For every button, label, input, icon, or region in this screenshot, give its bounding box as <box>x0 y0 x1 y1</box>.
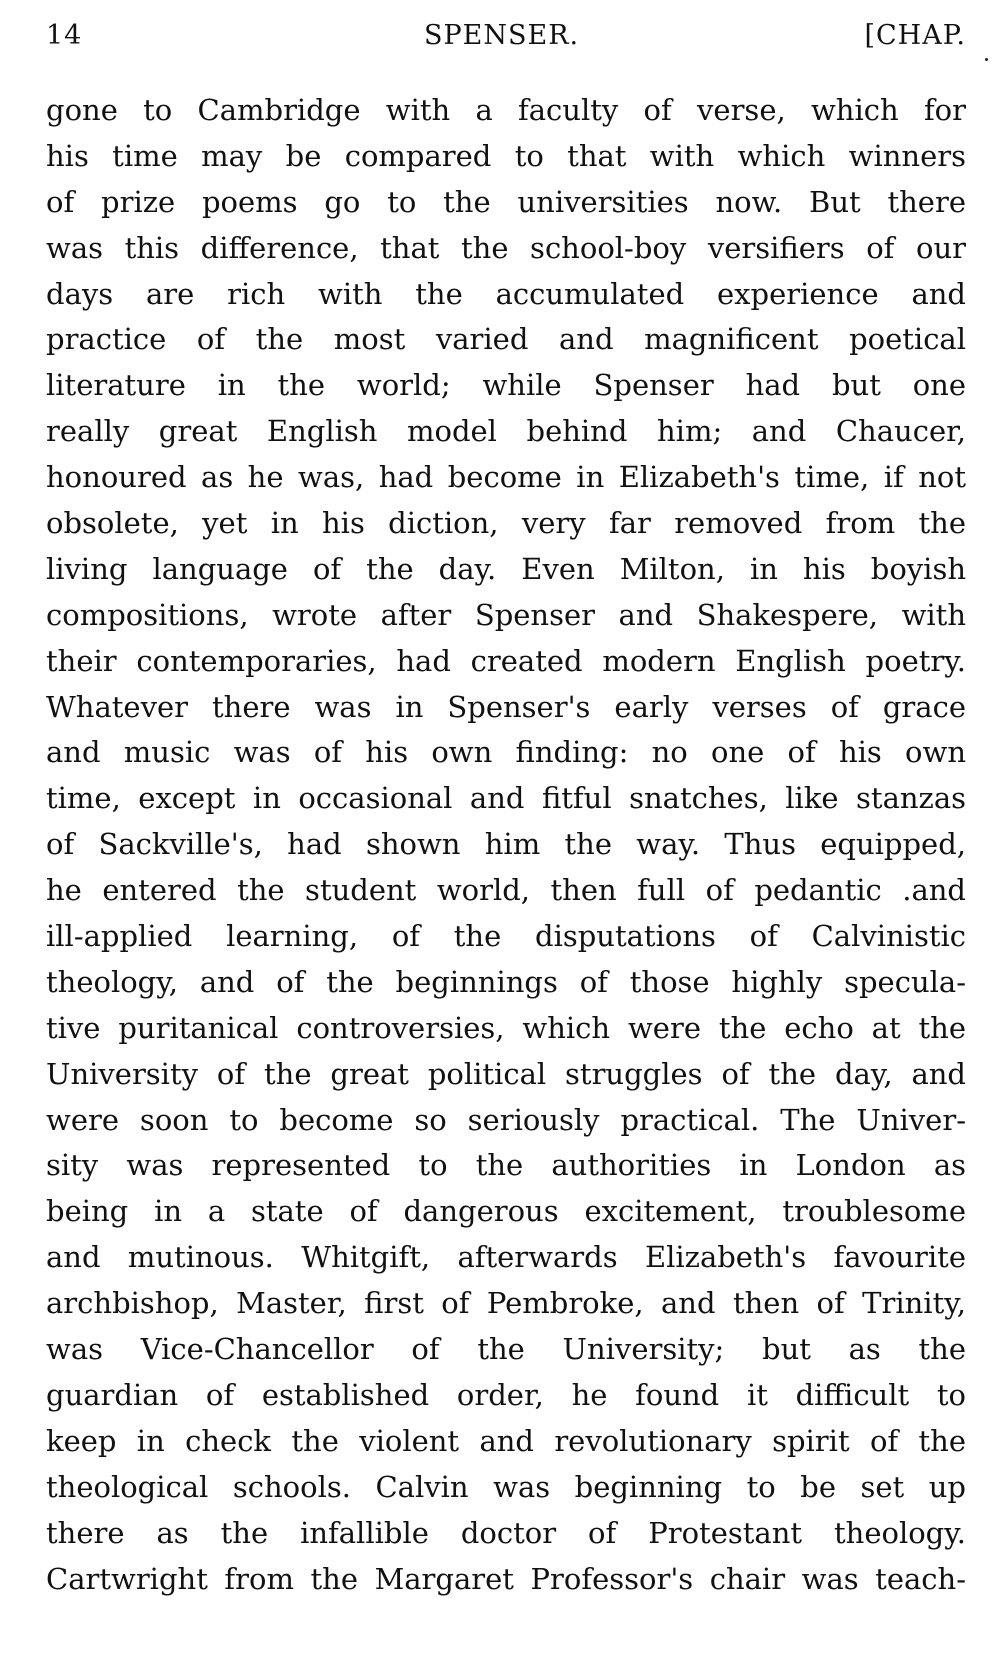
text-line: obsolete, yet in his diction, very far removed from the <box>46 506 966 541</box>
page-number: 14 <box>46 20 83 51</box>
text-line: days are rich with the accumulated experience and <box>46 276 966 311</box>
text-line: honoured as he was, had become in Elizabeth's time, if not <box>46 460 966 495</box>
text-line: of prize poems go to the universities now. But there <box>46 184 966 219</box>
text-line: tive puritanical controversies, which were the echo at the <box>46 1010 966 1045</box>
running-title: SPENSER. <box>424 20 580 51</box>
running-head <box>46 20 966 60</box>
text-line: their contemporaries, had created modern English poetry. <box>46 643 966 678</box>
text-line: his time may be compared to that with which winners <box>46 138 966 173</box>
text-line: and mutinous. Whitgift, afterwards Elizabeth's favourite <box>46 1240 966 1275</box>
text-line: really great English model behind him; and Chaucer, <box>46 414 966 449</box>
text-line: he entered the student world, then full of pedantic .and <box>46 873 966 908</box>
text-line: Whatever there was in Spenser's early verses of grace <box>46 689 966 724</box>
text-line: compositions, wrote after Spenser and Shakespere, with <box>46 597 966 632</box>
text-line: Cartwright from the Margaret Professor's chair was teach- <box>46 1561 966 1596</box>
chapter-marker: [CHAP. <box>864 20 966 51</box>
text-line: literature in the world; while Spenser had but one <box>46 368 966 403</box>
text-line: was this difference, that the school-boy versifiers of our <box>46 230 966 265</box>
text-line: of Sackville's, had shown him the way. Thus equipped, <box>46 827 966 862</box>
text-line: gone to Cambridge with a faculty of verse, which for <box>46 93 966 127</box>
text-line: time, except in occasional and fitful snatches, like stanzas <box>46 781 966 816</box>
text-line: was Vice-Chancellor of the University; but as the <box>46 1332 966 1367</box>
text-line: and music was of his own finding: no one of his own <box>46 735 966 770</box>
text-line: keep in check the violent and revolutionary spirit of the <box>46 1423 966 1458</box>
text-line: University of the great political struggles of the day, and <box>46 1056 966 1091</box>
text-line: ill-applied learning, of the disputations of Calvinistic <box>46 919 966 954</box>
text-line: guardian of established order, he found it difficult to <box>46 1377 966 1412</box>
text-line: practice of the most varied and magnificent poetical <box>46 322 966 357</box>
text-line: being in a state of dangerous excitement, troublesome <box>46 1194 966 1229</box>
text-line: there as the infallible doctor of Protestant theology. <box>46 1515 966 1550</box>
text-line: living language of the day. Even Milton, in his boyish <box>46 551 966 586</box>
text-line: theology, and of the beginnings of those highly specula- <box>46 964 966 999</box>
text-line: theological schools. Calvin was beginning to be set up <box>46 1469 966 1504</box>
text-line: sity was represented to the authorities in London as <box>46 1148 966 1183</box>
text-line: were soon to become so seriously practical. The Univer- <box>46 1102 966 1137</box>
stray-ink-mark <box>985 58 988 61</box>
text-line: archbishop, Master, first of Pembroke, and then of Trinity, <box>46 1286 966 1321</box>
body-text <box>46 88 966 1602</box>
